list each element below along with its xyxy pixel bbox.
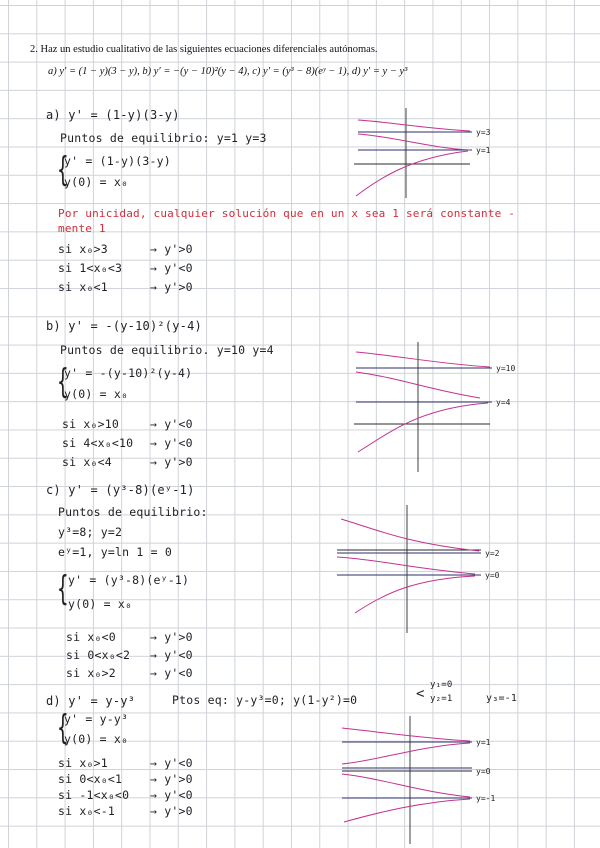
part-a-phase-graph: [350, 108, 510, 198]
part-b-solution-curve-bottom: [358, 403, 488, 452]
part-d-third-root: y₃=-1: [486, 693, 518, 704]
part-d-case-3-cond: si -1<x₀<0: [58, 788, 130, 802]
part-a-system-line1: y' = (1-y)(3-y): [64, 154, 171, 168]
part-d-case-2-result: → y'>0: [150, 772, 193, 786]
part-d-system-line2: y(0) = x₀: [64, 732, 129, 746]
part-b-case-2-result: → y'<0: [150, 436, 193, 450]
part-d-case-2-cond: si 0<x₀<1: [58, 772, 123, 786]
part-b-case-1-result: → y'<0: [150, 417, 193, 431]
part-b-solution-curve-top: [356, 352, 490, 367]
part-c-phase-graph: [335, 505, 515, 635]
part-d-branch-bottom: y₂=1: [430, 694, 453, 704]
part-a-system-line2: y(0) = x₀: [64, 175, 129, 189]
part-a-brace: {: [56, 150, 69, 190]
part-c-solution-curve-mid: [337, 557, 475, 574]
part-a-solution-curve-mid: [358, 134, 470, 150]
part-d-label-y1: y=1: [476, 738, 491, 747]
part-d-solution-curve-1: [342, 728, 470, 741]
part-d-heading: d) y' = y-y³: [46, 694, 136, 708]
part-b-case-3-result: → y'>0: [150, 455, 193, 469]
part-a-case-1-result: → y'>0: [150, 242, 193, 256]
part-d-phase-graph: [340, 716, 530, 844]
part-d-brace: {: [56, 708, 69, 748]
part-a-uniqueness-line2: mente 1: [58, 222, 106, 235]
part-a-case-1-cond: si x₀>3: [58, 242, 108, 256]
part-d-branch-symbol: <: [416, 686, 425, 702]
part-b-case-1-cond: si x₀>10: [62, 417, 119, 431]
part-b-case-2-cond: si 4<x₀<10: [62, 436, 134, 450]
part-c-equilibrium: Puntos de equilibrio:: [58, 505, 208, 519]
part-d-case-4-cond: si x₀<-1: [58, 804, 115, 818]
part-c-brace: {: [56, 569, 69, 609]
part-a-label-y1: y=1: [476, 146, 491, 155]
problem-equations: a) y′ = (1 − y)(3 − y), b) y′ = −(y − 10)²(y − 4), c) y′ = (y³ − 8)(eʸ − 1), d) y′ = y − y³: [48, 66, 408, 77]
part-b-label-y10: y=10: [496, 364, 516, 373]
part-c-case-1-cond: si x₀<0: [66, 630, 116, 644]
part-a-solution-curve-top: [358, 120, 470, 131]
part-d-label-y0: y=0: [476, 767, 491, 776]
part-c-eq-line1: y³=8; y=2: [58, 525, 123, 539]
part-a-label-y3: y=3: [476, 128, 491, 137]
part-b-heading: b) y' = -(y-10)²(y-4): [46, 319, 202, 333]
part-c-label-y2: y=2: [485, 549, 500, 558]
part-b-brace: {: [56, 362, 69, 402]
part-d-label-yneg1: y=-1: [476, 794, 496, 803]
part-d-branch-top: y₁=0: [430, 680, 453, 690]
part-c-case-3-cond: si x₀>2: [66, 666, 116, 680]
part-a-case-3-cond: si x₀<1: [58, 280, 108, 294]
part-d-solution-curve-2: [342, 743, 470, 764]
problem-statement: 2. Haz un estudio cualitativo de las siguientes ecuaciones diferenciales autónomas.: [30, 44, 378, 55]
part-b-phase-graph: [350, 342, 530, 472]
part-c-case-2-result: → y'<0: [150, 648, 193, 662]
part-b-label-y4: y=4: [496, 398, 511, 407]
part-a-case-2-cond: si 1<x₀<3: [58, 261, 123, 275]
part-d-system-line1: y' = y-y³: [64, 712, 129, 726]
part-c-case-2-cond: si 0<x₀<2: [66, 648, 131, 662]
part-a-heading: a) y' = (1-y)(3-y): [46, 108, 180, 122]
part-c-case-1-result: → y'>0: [150, 630, 193, 644]
part-d-case-4-result: → y'>0: [150, 804, 193, 818]
part-c-eq-line2: eʸ=1, y=ln 1 = 0: [58, 545, 172, 559]
part-b-case-3-cond: si x₀<4: [62, 455, 112, 469]
part-d-case-1-result: → y'<0: [150, 756, 193, 770]
part-d-pts: Ptos eq: y-y³=0; y(1-y²)=0: [172, 693, 358, 707]
part-a-uniqueness-line1: Por unicidad, cualquier solución que en un x sea 1 será constante -: [58, 207, 516, 220]
part-d-case-1-cond: si x₀>1: [58, 756, 108, 770]
part-c-system-line2: y(0) = x₀: [68, 597, 133, 611]
part-a-case-2-result: → y'<0: [150, 261, 193, 275]
part-b-equilibrium: Puntos de equilibrio. y=10 y=4: [60, 343, 274, 357]
part-c-system-line1: y' = (y³-8)(eʸ-1): [68, 573, 190, 587]
part-c-heading: c) y' = (y³-8)(eʸ-1): [46, 483, 195, 497]
part-b-system-line1: y' = -(y-10)²(y-4): [64, 366, 193, 380]
part-d-solution-curve-3: [342, 774, 470, 797]
part-a-case-3-result: → y'>0: [150, 280, 193, 294]
part-c-case-3-result: → y'<0: [150, 666, 193, 680]
part-a-equilibrium: Puntos de equilibrio: y=1 y=3: [60, 131, 267, 145]
part-d-solution-curve-4: [344, 799, 470, 822]
part-c-solution-curve-top: [341, 519, 479, 551]
part-c-label-y0: y=0: [485, 571, 500, 580]
part-b-system-line2: y(0) = x₀: [64, 387, 129, 401]
part-d-case-3-result: → y'<0: [150, 788, 193, 802]
part-c-solution-curve-bottom: [355, 576, 475, 613]
part-a-solution-curve-bottom: [356, 151, 468, 196]
